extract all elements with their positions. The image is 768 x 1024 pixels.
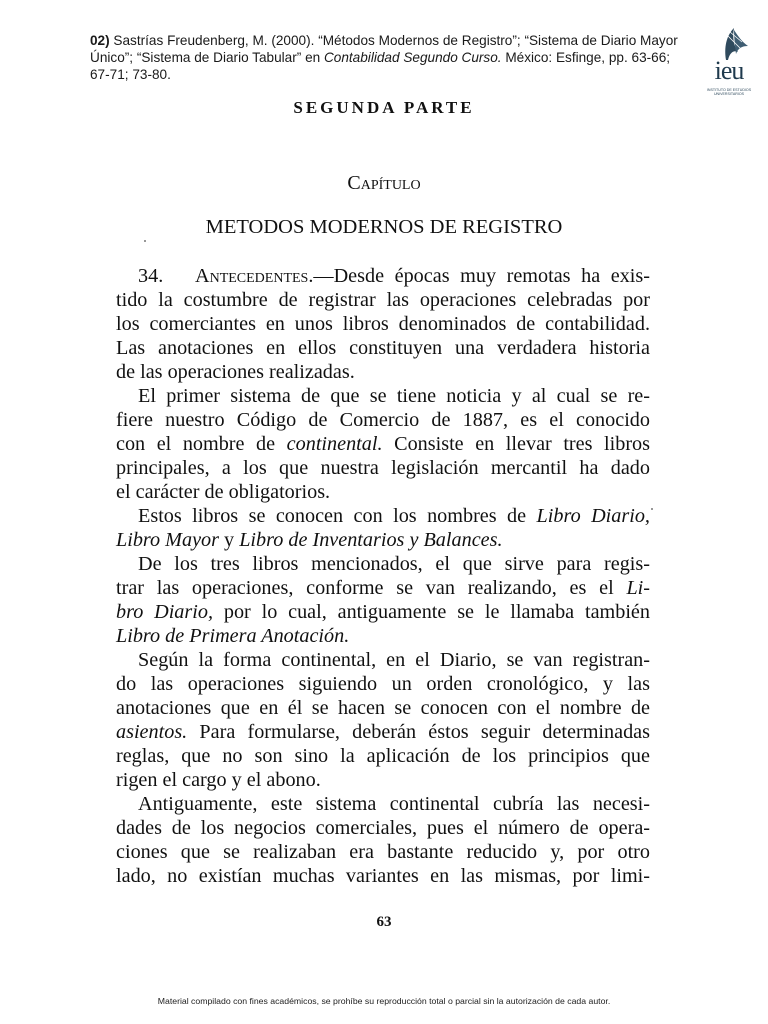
page-number: 63	[376, 914, 392, 930]
text-line: De los tres libros mencionados, el que sirve para regis-	[138, 553, 650, 575]
chapter-title: METODOS MODERNOS DE REGISTRO	[205, 216, 563, 238]
text-line: El primer sistema de que se tiene noticia y al cual se re-	[138, 385, 650, 407]
chapter-label: Capítulo	[347, 172, 421, 194]
text-line: do las operaciones siguiendo un orden cronológico, y las	[116, 673, 650, 695]
part-title: SEGUNDA PARTE	[293, 98, 475, 117]
text-line: reglas, que no son sino la aplicación de los principios que	[116, 745, 650, 767]
logo-text: ieu	[714, 56, 744, 85]
text-line: rigen el cargo y el abono.	[116, 769, 321, 791]
citation-number: 02)	[90, 33, 110, 48]
citation	[90, 32, 690, 83]
citation-book-title: Contabilidad Segundo Curso.	[323, 50, 502, 65]
logo-subtext: INSTITUTO DE ESTUDIOS UNIVERSITARIOS	[706, 88, 752, 96]
body-text	[116, 264, 650, 888]
text-line: los comerciantes en unos libros denominados de contabilidad.	[116, 313, 650, 335]
text-line: Antiguamente, este sistema continental cubría las necesi-	[138, 793, 650, 815]
text-line: Las anotaciones en ellos constituyen una verdadera historia	[116, 337, 650, 359]
text-line: principales, a los que nuestra legislación mercantil ha dado	[116, 457, 650, 479]
citation-publisher: México: Esfinge, pp. 63-66; 67-71; 73-80.	[90, 50, 671, 82]
text-line: ciones que se realizaban era bastante reducido y, por otro	[116, 841, 650, 863]
text-line: 34. Antecedentes.—Desde épocas muy remotas ha exis-	[138, 265, 650, 287]
text-line: anotaciones que en él se hacen se conocen con el nombre de	[116, 697, 650, 719]
text-line: fiere nuestro Código de Comercio de 1887, es el conocido	[116, 409, 650, 431]
text-line: Estos libros se conocen con los nombres de Libro Diario,	[138, 505, 650, 527]
section-heading: Antecedentes.	[195, 265, 314, 287]
text-line: Según la forma continental, en el Diario, se van registran-	[138, 649, 650, 671]
text-line: el carácter de obligatorios.	[116, 481, 331, 503]
text-line: asientos. Para formularse, deberán éstos seguir determinadas	[116, 721, 650, 743]
scan-speck	[651, 508, 653, 510]
ieu-logo	[704, 26, 754, 100]
text-line: de las operaciones realizadas.	[116, 361, 355, 383]
text-line: dades de los negocios comerciales, pues el número de opera-	[116, 817, 650, 839]
text-line: trar las operaciones, conforme se van realizando, es el Li-	[116, 577, 650, 599]
text-line: bro Diario, por lo cual, antiguamente se le llamaba también	[116, 601, 650, 623]
text-line: lado, no existían muchas variantes en las mismas, por limi-	[116, 865, 650, 887]
text-line: con el nombre de continental. Consiste en llevar tres libros	[116, 433, 651, 455]
text-line: Libro de Primera Anotación.	[116, 625, 350, 647]
footer-note: Material compilado con fines académicos, se prohíbe su reproducción total o parcial sin la autorización de cada autor.	[157, 996, 611, 1006]
scan-speck	[144, 240, 146, 242]
text-line: Libro Mayor y Libro de Inventarios y Balances.	[116, 529, 503, 551]
text-line: tido la costumbre de registrar las operaciones celebradas por	[116, 289, 650, 311]
section-number: 34.	[138, 265, 164, 287]
citation-text: Sastrías Freudenberg, M. (2000). “Métodos Modernos de Registro”; “Sistema de Diario Mayor Único”; “Sistema de Diario Tabular” en	[90, 33, 678, 65]
